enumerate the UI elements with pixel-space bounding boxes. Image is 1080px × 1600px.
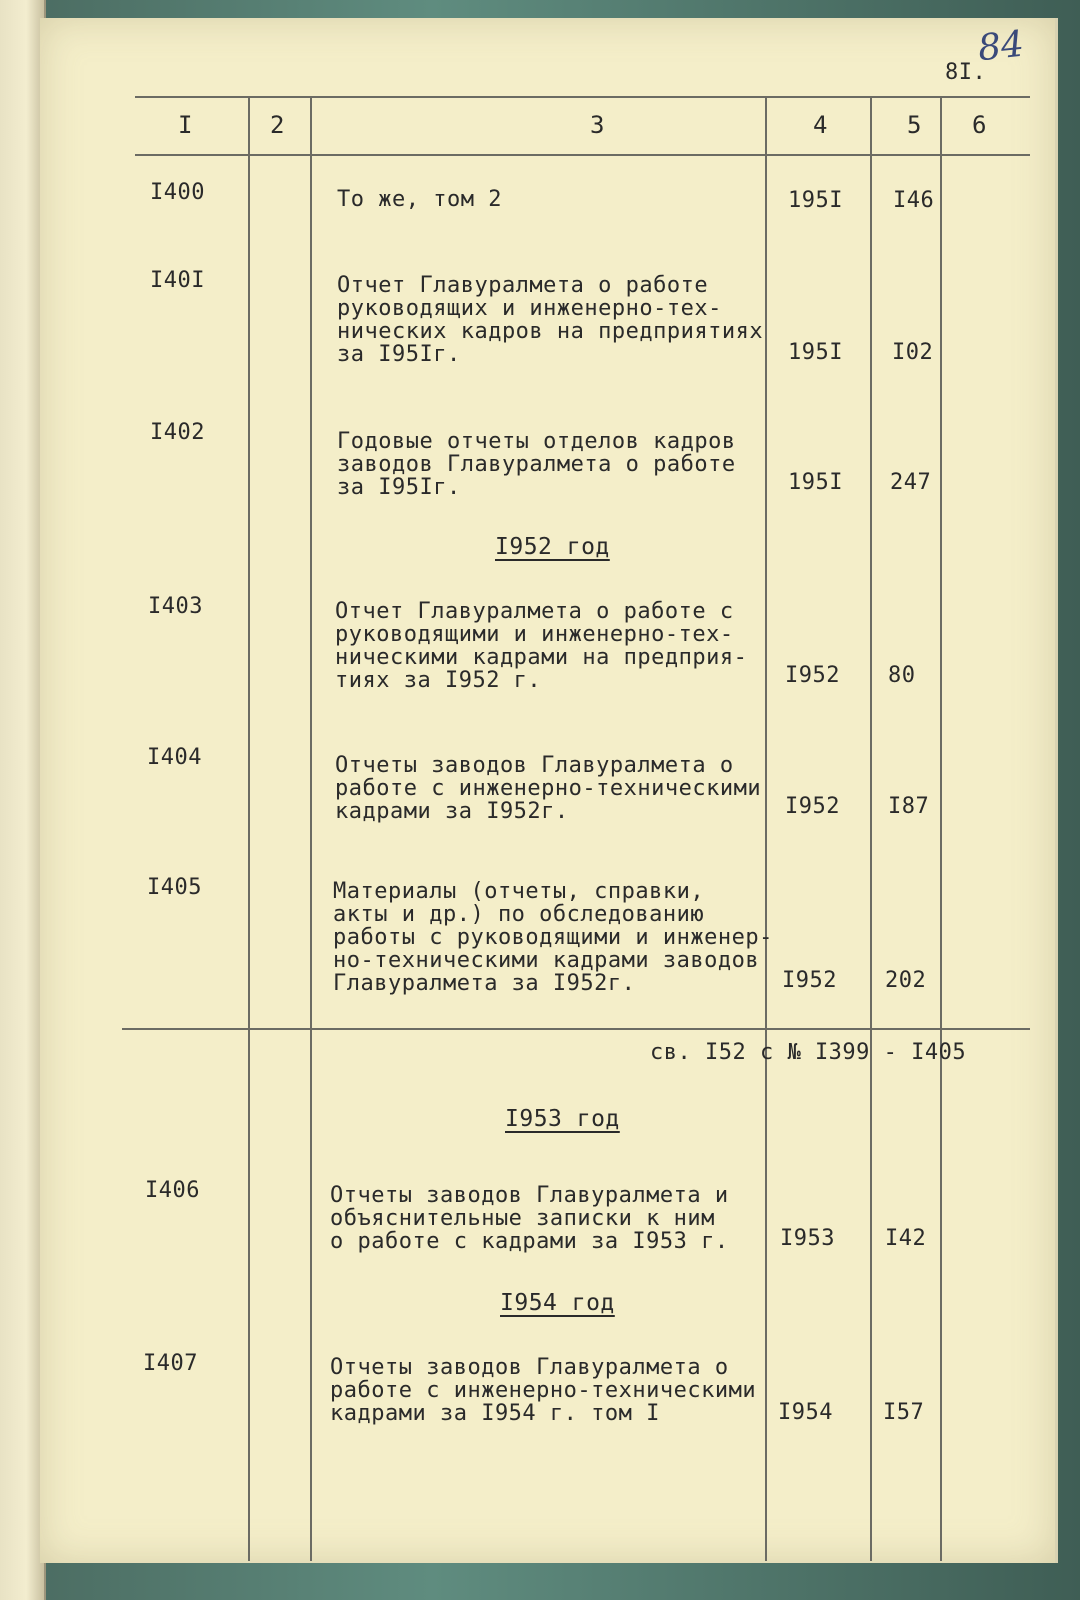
entry-number: I403 [148, 594, 203, 619]
bundle-note: св. I52 с № I399 - I405 [650, 1040, 967, 1065]
entry-description: Годовые отчеты отделов кадров заводов Главуралмета о работе за I95Iг. [337, 429, 736, 500]
entry-year: I952 [785, 794, 840, 819]
entry-description: Отчеты заводов Главуралмета о работе с инженерно-техническими кадрами за I954 г. том I [330, 1355, 757, 1426]
entry-number: I407 [143, 1351, 198, 1376]
entry-year: I952 [785, 663, 840, 688]
column-header-2: 2 [270, 111, 285, 139]
entry-year: I953 [780, 1226, 835, 1251]
entry-number: I402 [150, 420, 205, 445]
bundle-separator-rule [122, 1028, 1030, 1030]
column-divider-5 [940, 96, 942, 1561]
entry-pages: I57 [883, 1400, 925, 1425]
column-divider-3 [765, 96, 767, 1561]
header-top-rule [135, 96, 1030, 98]
entry-description: Отчеты заводов Главуралмета и объяснительные записки к ним о работе с кадрами за I953 г. [330, 1183, 729, 1254]
entry-number: I400 [150, 180, 205, 205]
document-sheet [40, 18, 1058, 1563]
entry-pages: 80 [888, 663, 916, 688]
year-header: I954 год [500, 1290, 615, 1316]
entry-year: I952 [782, 968, 837, 993]
entry-number: I405 [147, 875, 202, 900]
entry-pages: I42 [885, 1226, 927, 1251]
entry-year: 195I [788, 340, 843, 365]
header-bottom-rule [135, 154, 1030, 156]
entry-year: I954 [778, 1400, 833, 1425]
entry-description: Материалы (отчеты, справки, акты и др.) по обследованию работы с руководящими и инженер- но-техническими кадрами заводов Главуралмета за I952г. [333, 879, 773, 996]
entry-description: Отчеты заводов Главуралмета о работе с инженерно-техническими кадрами за I952г. [335, 753, 762, 824]
column-divider-2 [310, 96, 312, 1561]
entry-description: То же, том 2 [337, 187, 502, 212]
year-header: I953 год [505, 1106, 620, 1132]
typed-page-number: 8I. [945, 60, 987, 85]
entry-number: I406 [145, 1178, 200, 1203]
column-divider-4 [870, 96, 872, 1561]
entry-description: Отчет Главуралмета о работе с руководящими и инженерно-тех- ническими кадрами на предприя- тиях за I952 г. [335, 599, 748, 693]
column-divider-1 [248, 96, 250, 1561]
entry-number: I40I [150, 268, 205, 293]
entry-pages: 247 [890, 470, 932, 495]
entry-number: I404 [147, 745, 202, 770]
entry-pages: I46 [893, 188, 935, 213]
column-header-5: 5 [907, 111, 922, 139]
year-header: I952 год [495, 534, 610, 560]
column-header-3: 3 [590, 111, 605, 139]
entry-pages: 202 [885, 968, 927, 993]
column-header-1: I [178, 111, 193, 139]
column-header-6: 6 [972, 111, 987, 139]
handwritten-page-number: 84 [975, 23, 1026, 70]
entry-pages: I02 [892, 340, 934, 365]
entry-pages: I87 [888, 794, 930, 819]
entry-year: 195I [788, 470, 843, 495]
column-header-4: 4 [813, 111, 828, 139]
entry-description: Отчет Главуралмета о работе руководящих и инженерно-тех- нических кадров на предприятиях за I95Iг. [337, 273, 764, 367]
entry-year: 195I [788, 188, 843, 213]
